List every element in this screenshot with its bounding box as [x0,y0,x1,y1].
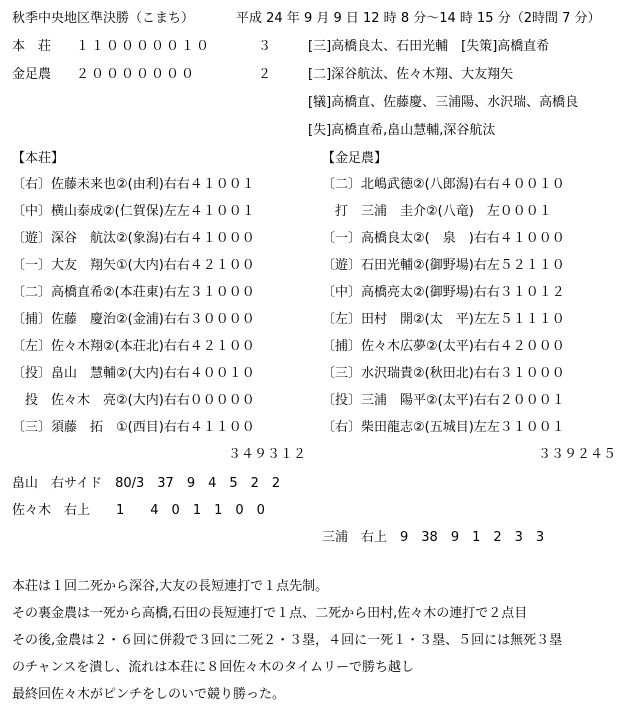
left-player-row: 〔中〕横山泰成②(仁賀保)左左４１００１ [12,204,255,219]
pitching-line-sasaki: 佐々木 右上 1 4 0 1 1 0 0 [12,503,265,518]
linescore-team-2: 金足農 [12,67,52,82]
pitching-line-hatakeyama: 畠山 右サイド 80/3 37 9 4 5 2 2 [12,476,281,491]
right-player-row: 〔二〕北嶋武徳②(八郎潟)右右４００１０ [322,177,565,192]
right-player-row: 〔三〕水沢瑞貴②(秋田北)右右３１０００ [322,366,565,381]
linescore-innings-1: １１０００００１０ [76,39,212,54]
left-player-row: 〔一〕大友 翔矢①(大内)右右４２１００ [12,258,255,273]
right-player-row: 〔右〕柴田龍志②(五城目)左左３１００１ [322,420,565,435]
right-player-row: 〔左〕田村 開②(太 平)左左５１１１０ [322,312,565,327]
left-player-row: 〔左〕佐々木翔②(本荘北)右右４２１００ [12,339,255,354]
left-player-row: 〔三〕須藤 拓 ①(西目)右右４１１００ [12,420,255,435]
game-title: 秋季中央地区準決勝（こまち） [12,11,195,26]
left-player-row: 〔二〕高橋直希②(本荘東)右左３１０００ [12,285,255,300]
right-player-row: 〔捕〕佐々木広夢②(太平)右右４２０００ [322,339,565,354]
linescore-team-1: 本 荘 [12,39,52,54]
linescore-total-2: ２ [258,67,272,82]
summary-line: 本荘は１回二死から深谷,大友の長短連打で１点先制。 [12,579,329,594]
note-errors: [失]高橋直希,畠山慧輔,深谷航汰 [308,123,496,138]
summary-line: その裏金農は一死から高橋,石田の長短連打で１点、二死から田村,佐々木の連打で２点目 [12,606,528,621]
note-doubles: [二]深谷航汰、佐々木翔、大友翔矢 [308,67,514,82]
linescore-innings-2: ２０００００００ [76,67,197,82]
right-player-row: 〔一〕高橋良太②( 泉 )右右４１０００ [322,231,565,246]
game-date-time: 平成 24 年 9 月 9 日 12 時 8 分～14 時 15 分（2時間 7 分） [236,11,601,26]
left-player-row: 〔捕〕佐藤 慶治②(金浦)右右３００００ [12,312,255,327]
left-player-row: 投 佐々木 亮②(大内)右右０００００ [12,393,255,408]
note-triples: [三]高橋良太、石田光輔 [失策]高橋直希 [308,39,550,54]
right-player-row: 〔中〕高橋亮太②(御野場)右右３１０１２ [322,285,565,300]
right-player-row: 〔遊〕石田光輔②(御野場)右左５２１１０ [322,258,565,273]
linescore-total-1: ３ [258,39,272,54]
right-player-row: 打 三浦 圭介②(八竜) 左０００１ [322,204,552,219]
right-team-heading: 【金足農】 [322,151,388,166]
left-player-row: 〔投〕畠山 慧輔②(大内)右右４００１０ [12,366,255,381]
right-player-row: 〔投〕三浦 陽平②(太平)右右２０００１ [322,393,565,408]
summary-line: 最終回佐々木がピンチをしのいで競り勝った。 [12,687,286,702]
left-team-totals: ３４９３１２ [228,447,307,462]
left-player-row: 〔右〕佐藤未来也②(由利)右右４１００１ [12,177,255,192]
right-team-totals: ３３９２４５ [538,447,617,462]
pitching-line-miura: 三浦 右上 9 38 9 1 2 3 3 [322,530,545,545]
left-player-row: 〔遊〕深谷 航汰②(象潟)右右４１０００ [12,231,255,246]
summary-line: のチャンスを潰し、流れは本荘に８回佐々木のタイムリーで勝ち越し [12,660,414,675]
note-sacrifices: [犠]高橋直、佐藤慶、三浦陽、水沢瑞、高橋良 [308,95,579,110]
left-team-heading: 【本荘】 [12,151,65,166]
summary-line: その後,金農は２・６回に併殺で３回に二死２・３塁，４回に一死１・３塁、５回には無死３塁 [12,633,563,648]
